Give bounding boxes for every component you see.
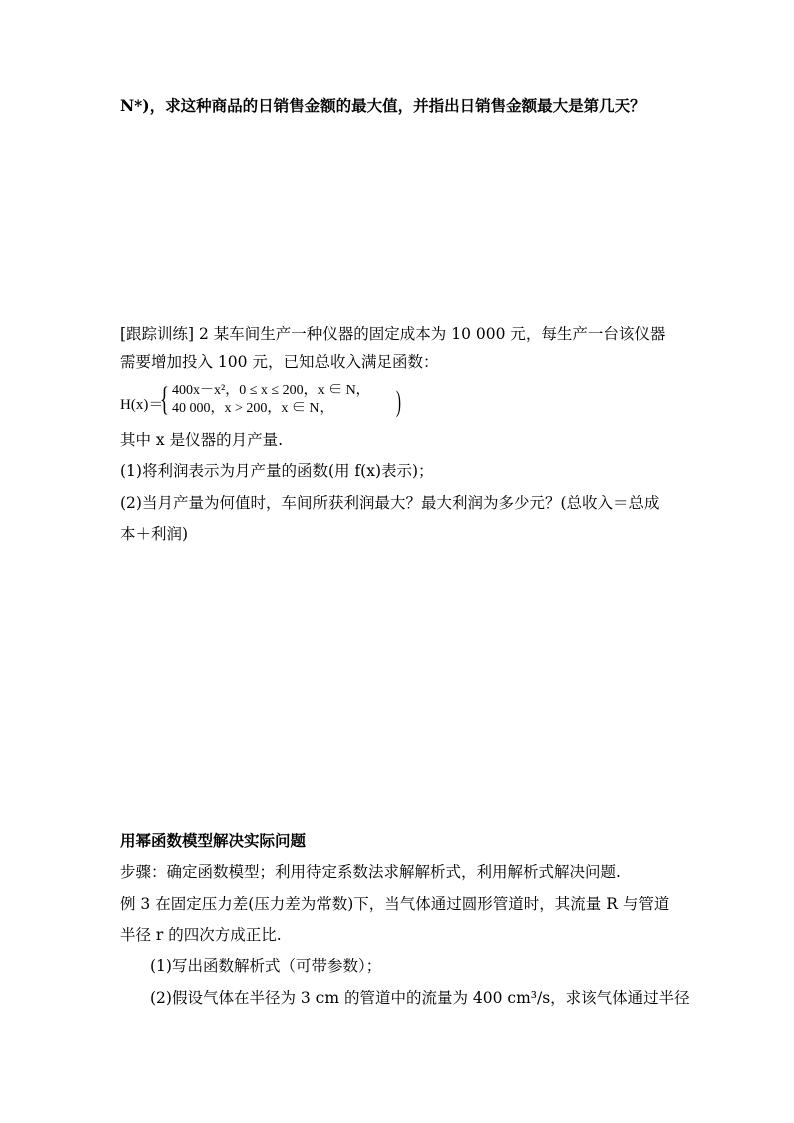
piecewise-case-2: 40 000，x > 200，x ∈ N， <box>172 401 334 416</box>
left-brace-icon: { <box>160 381 169 418</box>
practice-line-3: 其中 x 是仪器的月产量. <box>120 431 284 449</box>
section-heading: 用幂函数模型解决实际问题 <box>120 831 307 850</box>
intro-line: N*)，求这种商品的日销售金额的最大值，并指出日销售金额最大是第几天？ <box>120 96 646 115</box>
steps-line: 步骤：确定函数模型；利用待定系数法求解解析式，利用解析式解决问题. <box>120 863 621 881</box>
practice-line-1: [跟踪训练] 2 某车间生产一种仪器的固定成本为 10 000 元，每生产一台该仪器 <box>120 325 666 343</box>
practice-question-1: (1)将利润表示为月产量的函数(用 f(x)表示)； <box>120 462 434 480</box>
function-label: H(x)＝ <box>120 397 164 413</box>
example-line-2: 半径 r 的四次方成正比. <box>120 926 282 944</box>
practice-question-2: (2)当月产量为何值时，车间所获利润最大？最大利润为多少元？(总收入＝总成 <box>120 494 660 512</box>
example-question-1: (1)写出函数解析式（可带参数）； <box>150 957 382 975</box>
example-question-2: (2)假设气体在半径为 3 cm 的管道中的流量为 400 cm³/s，求该气体通过半径 <box>150 989 690 1007</box>
example-line-1: 例 3 在固定压力差(压力差为常数)下，当气体通过圆形管道时，其流量 R 与管道 <box>120 895 670 913</box>
right-paren-icon: ) <box>396 385 401 418</box>
practice-question-2-cont: 本＋利润) <box>120 525 189 543</box>
practice-line-2: 需要增加投入 100 元，已知总收入满足函数： <box>120 353 439 371</box>
piecewise-case-1: 400x－x²，0 ≤ x ≤ 200，x ∈ N， <box>172 383 370 398</box>
